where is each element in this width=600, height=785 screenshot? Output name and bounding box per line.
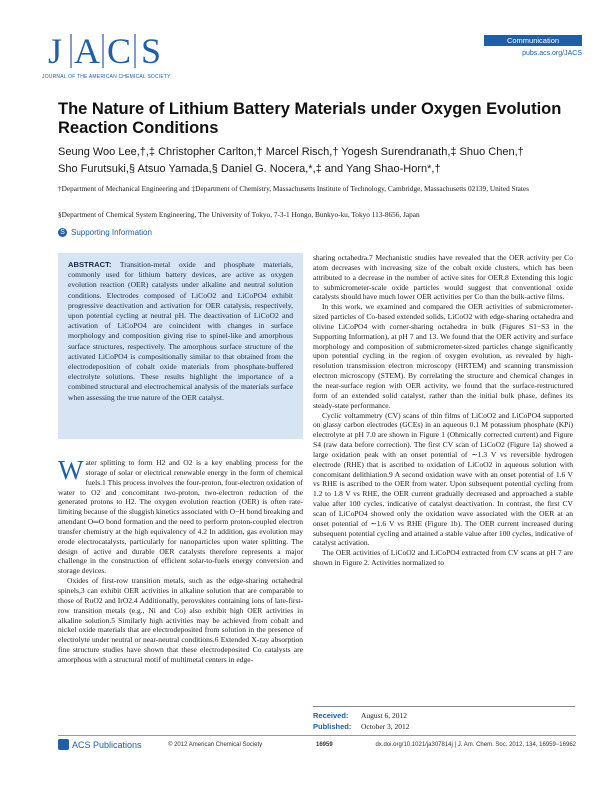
logo-letter-a: A [74, 31, 100, 71]
received-label: Received: [313, 711, 349, 720]
journal-url-link[interactable]: pubs.acs.org/JACS [522, 50, 582, 57]
logo-subtitle: JOURNAL OF THE AMERICAN CHEMICAL SOCIETY [42, 74, 171, 80]
acs-publications-logo[interactable] [58, 739, 142, 750]
article-title: The Nature of Lithium Battery Materials under Oxygen Evolution Reaction Conditions [58, 100, 562, 137]
logo-letter-c: C [106, 31, 131, 71]
affiliation-tokyo: §Department of Chemical System Engineering, The University of Tokyo, 7-3-1 Hongo, Bunkyo-ku, Tokyo 113-8656, Japan [58, 210, 420, 219]
author-line-2: Sho Furutsuki,§ Atsuo Yamada,§ Daniel G. Nocera,*,‡ and Yang Shao-Horn*,† [58, 163, 441, 175]
supporting-info-link[interactable] [58, 228, 152, 237]
body-right-column [313, 253, 573, 568]
copyright-notice: © 2012 American Chemical Society [168, 742, 263, 748]
body-paragraph: The OER activities of LiCoO2 and LiCoPO4 extracted from CV scans at pH 7 are shown in Figure 2. Activities normalized to [313, 548, 573, 568]
body-paragraph: Oxides of first-row transition metals, such as the edge-sharing octahedral spinels,3 can exhibit OER activities in alkaline solution that are comparable to those of RuO2 and IrO2.4 Additionally, perovskites containing ions of late-first-row transition metals (e.g., Ni and Co) also exhibit high OER activities in alkaline solution.5 Similarly high activities may be achieved from cobalt and nickel oxide materials that are electrodeposited from solution in the presence of electrolyte under neutral or near-neutral conditions.6 Extended X-ray absorption fine structure studies have shown that these electrodeposited Co catalysts are amorphous with a structural motif of multimetal centers in edge- [58, 576, 303, 664]
affiliation-mit: †Department of Mechanical Engineering and ‡Department of Chemistry, Massachusetts Institute of Technology, Cambridge, Massachusetts 02139, United States [58, 184, 529, 193]
publisher-name: ACS Publications [72, 739, 142, 750]
abstract-box [58, 253, 303, 439]
abstract-label: ABSTRACT: [68, 260, 112, 269]
drop-cap: W [58, 455, 84, 485]
acs-mark-icon [58, 739, 69, 750]
intro-paragraph: Water splitting to form H2 and O2 is a key enabling process for the storage of solar or electrical renewable energy in the form of chemical fuels.1 This process involves the four-proton, four-electron oxidation of water to O2 and concomitant two-proton, two-electron reduction of the generated protons to H2. The oxygen evolution reaction (OER) is often rate-limiting because of the sluggish kinetics associated with O−H bond breaking and attendant O═O bond formation and the need to perform proton-coupled electron transfer chemistry at the high equivalency of 4.2 In addition, gas evolution may erode electrocatalysts, particularly for nanoparticles upon water splitting. The design of active and durable OER catalysts therefore represents a major challenge in the construction of efficient solar-to-fuels energy conversion and storage devices. [58, 455, 303, 576]
abstract-text: Transition-metal oxide and phosphate materials, commonly used for lithium battery devices, are active as oxygen evolution reaction (OER) catalysts under alkaline and neutral solution conditions. Electrodes composed of LiCoO2 and LiCoPO4 exhibit progressive deactivation and activation for OER catalysis, respectively, upon potential cycling at neutral pH. The deactivation of LiCoO2 and activation of LiCoPO4 are coincident with changes in surface morphology and composition giving rise to spinel-like and amorphous surface structures, respectively. The amorphous surface structure of the activated LiCoPO4 is compositionally similar to that obtained from the electrodeposition of cobalt oxide materials from phosphate-buffered electrolyte solutions. These results highlight the importance of a combined structural and electrochemical analysis of the materials surface when assessing the true nature of the OER catalyst. [68, 260, 294, 402]
received-date: August 6, 2012 [361, 711, 408, 720]
logo-letter-s: S [140, 31, 162, 71]
published-label: Published: [313, 722, 352, 731]
journal-logo [42, 30, 212, 90]
doi-link[interactable]: dx.doi.org/10.1021/ja307814j | J. Am. Chem. Soc. 2012, 134, 16959−16962 [375, 742, 576, 748]
body-paragraph: Cyclic voltammetry (CV) scans of thin films of LiCoO2 and LiCoPO4 supported on glassy carbon electrodes (GCEs) in an aqueous 0.1 M potassium phosphate (KPi) electrolyte at pH 7.0 are shown in Figure 1 (Ohmically corrected current) and Figure S4 (raw data before correction). The first CV scan of LiCoO2 (Figure 1a) showed a large oxidation peak with an onset potential of ∼1.3 V vs reversible hydrogen electrode (RHE) that is ascribed to oxidation of LiCoO2 in aqueous solution with concomitant delithiation.9 A second oxidation wave with an onset potential of 1.6 V vs RHE is ascribed to the OER from water. Upon subsequent potential cycling from 1.2 to 1.8 V vs RHE, the OER current gradually decreased and approached a stable value after 100 cycles, indicative of catalyst deactivation. In contrast, the first CV scan of LiCoPO4 showed only the oxidation wave associated with the OER at an onset potential of ∼1.6 V vs RHE (Figure 1b). The OER current increased during subsequent potential cycling and attained a stable value after 100 cycles, indicative of catalyst activation. [313, 410, 573, 548]
body-paragraph: In this work, we examined and compared the OER activities of submicrometer-sized particles of Co-based extended solids, LiCoO2 with edge-sharing octahedra and olivine LiCoPO4 with corner-sharing octahedra in bulk (Figures S1−S3 in the Supporting Information), at pH 7 and 13. We found that the OER activity and surface morphology and composition of submicrometer-sized particles change significantly upon potential cycling in the region of oxygen evolution, as revealed by high-resolution transmission electron microscopy (HRTEM) and scanning transmission electron microscopy (STEM). By correlating the structure and chemical changes in the near-surface region with OER activity, we found that the surface-restructured form of an extended solid catalyst, rather than the initial bulk phase, defines its steady-state performance. [313, 302, 573, 410]
page-footer [58, 735, 576, 751]
author-list [58, 144, 578, 178]
publication-dates [313, 706, 575, 732]
article-type-banner: Communication [484, 35, 582, 46]
page-number: 16959 [316, 742, 333, 748]
body-left-column [58, 455, 303, 665]
supporting-info-label: Supporting Information [71, 228, 152, 237]
author-line-1: Seung Woo Lee,†,‡ Christopher Carlton,† Marcel Risch,† Yogesh Surendranath,‡ Shuo Chen,† [58, 146, 524, 158]
logo-letter-j: J [47, 31, 62, 71]
supporting-info-icon: S [58, 228, 67, 237]
published-date: October 3, 2012 [361, 722, 410, 731]
body-paragraph: sharing octahedra.7 Mechanistic studies have revealed that the OER activity per Co atom decreases with increasing size of the cobalt oxide clusters, which has been attributed to a decrease in the number of active sites for OER.8 Extending this logic to submicrometer-scale oxide particles would suggest that conventional oxide catalysts should have much lower OER activities per Co than the bulk-active films. [313, 253, 573, 302]
